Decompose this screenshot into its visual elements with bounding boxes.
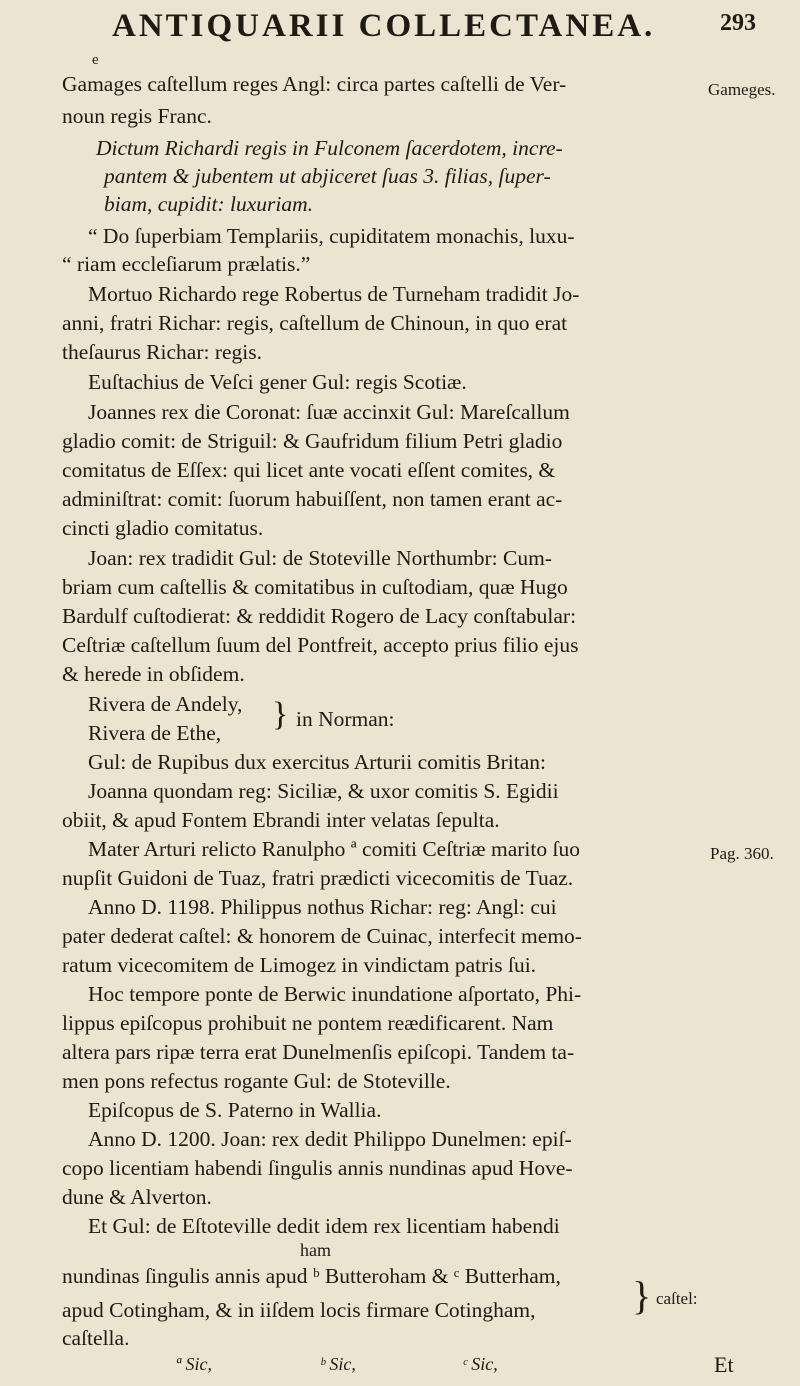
text-line: pater dederat caſtel: & honorem de Cuinac, interfecit memo- [62,924,582,948]
catchword: Et [714,1352,734,1377]
footnote-b: ᵇ Sic, [320,1354,356,1374]
text-line: & herede in obſidem. [62,662,245,686]
text-line: Gamages caſtellum reges Angl: circa partes caſtelli de Ver- [62,72,567,96]
text-line: Joanna quondam reg: Siciliæ, & uxor comitis S. Egidii [88,779,559,803]
margin-note-gameges: Gameges. [708,80,776,99]
superscript-ham: ham [300,1240,331,1260]
page-number: 293 [720,10,756,36]
text-line: altera pars ripæ terra erat Dunelmenſis epiſcopi. Tandem ta- [62,1040,575,1064]
text-line: nundinas ſingulis annis apud ᵇ Butteroham & ᶜ Butterham, [62,1264,561,1288]
text-line: lippus epiſcopus prohibuit ne pontem reædificarent. Nam [62,1011,554,1035]
brace-icon: } [272,696,289,733]
text-line: Euſtachius de Veſci gener Gul: regis Scotiæ. [88,370,467,394]
text-line: briam cum caſtellis & comitatibus in cuſtodiam, quæ Hugo [62,575,568,599]
text-line: Epiſcopus de S. Paterno in Wallia. [88,1098,382,1122]
text-line: obiit, & apud Fontem Ebrandi inter velatas ſepulta. [62,808,500,832]
text-line: “ Do ſuperbiam Templariis, cupiditatem monachis, luxu- [88,224,575,248]
text-line: pantem & jubentem ut abjiceret ſuas 3. filias, ſuper- [104,164,551,188]
text-line: Joannes rex die Coronat: ſuæ accinxit Gul: Mareſcallum [88,400,570,424]
text-line: Et Gul: de Eſtoteville dedit idem rex licentiam habendi [88,1214,560,1238]
running-title: ANTIQUARII COLLECTANEA. [112,8,656,44]
text-line: Joan: rex tradidit Gul: de Stoteville Northumbr: Cum- [88,546,552,570]
text-line: comitatus de Eſſex: qui licet ante vocati eſſent comites, & [62,458,556,482]
text-line: Ceſtriæ caſtellum ſuum del Pontfreit, accepto prius filio ejus [62,633,579,657]
text-line: men pons refectus rogante Gul: de Stoteville. [62,1069,451,1093]
text-line: cincti gladio comitatus. [62,516,264,540]
text-line: Mortuo Richardo rege Robertus de Turneham tradidit Jo- [88,282,580,306]
text-line: apud Cotingham, & in iiſdem locis firmare Cotingham, [62,1298,536,1322]
text-line: caſtella. [62,1326,130,1350]
text-line: ratum vicecomitem de Limogez in vindictam patris ſui. [62,953,537,977]
text-line: dune & Alverton. [62,1185,212,1209]
text-line: Bardulf cuſtodierat: & reddidit Rogero de Lacy conſtabular: [62,604,577,628]
brace-icon: } [632,1273,652,1318]
superscript-e: e [92,52,99,68]
text-line: copo licentiam habendi ſingulis annis nundinas apud Hove- [62,1156,573,1180]
text-line: Hoc tempore ponte de Berwic inundatione aſportato, Phi- [88,982,582,1006]
text-line: noun regis Franc. [62,104,212,128]
footnote-c: ᶜ Sic, [462,1354,498,1374]
text-line: Anno D. 1200. Joan: rex dedit Philippo Dunelmen: epiſ- [88,1127,572,1151]
text-line: Anno D. 1198. Philippus nothus Richar: reg: Angl: cui [88,895,557,919]
text-line: nupſit Guidoni de Tuaz, fratri prædicti vicecomitis de Tuaz. [62,866,574,890]
margin-note-pag: Pag. 360. [710,844,774,863]
text-line: biam, cupidit: luxuriam. [104,192,314,216]
text-line: adminiſtrat: comit: ſuorum habuiſſent, non tamen erant ac- [62,487,563,511]
text-line: theſaurus Richar: regis. [62,340,263,364]
text-line: Gul: de Rupibus dux exercitus Arturii comitis Britan: [88,750,547,774]
rivera-line-2: Rivera de Ethe, [88,721,222,745]
rivera-line-1: Rivera de Andely, [88,692,243,716]
margin-note-caftel: caſtel: [656,1289,698,1308]
text-line: Mater Arturi relicto Ranulpho ª comiti Ceſtriæ marito ſuo [88,837,580,861]
rivera-norman: in Norman: [296,707,395,731]
text-line: gladio comit: de Striguil: & Gaufridum filium Petri gladio [62,429,563,453]
text-line: Dictum Richardi regis in Fulconem ſacerdotem, incre- [96,136,563,160]
text-line: anni, fratri Richar: regis, caſtellum de Chinoun, in quo erat [62,311,568,335]
text-line: “ riam eccleſiarum prælatis.” [62,252,311,276]
footnote-a: ª Sic, [176,1354,212,1374]
